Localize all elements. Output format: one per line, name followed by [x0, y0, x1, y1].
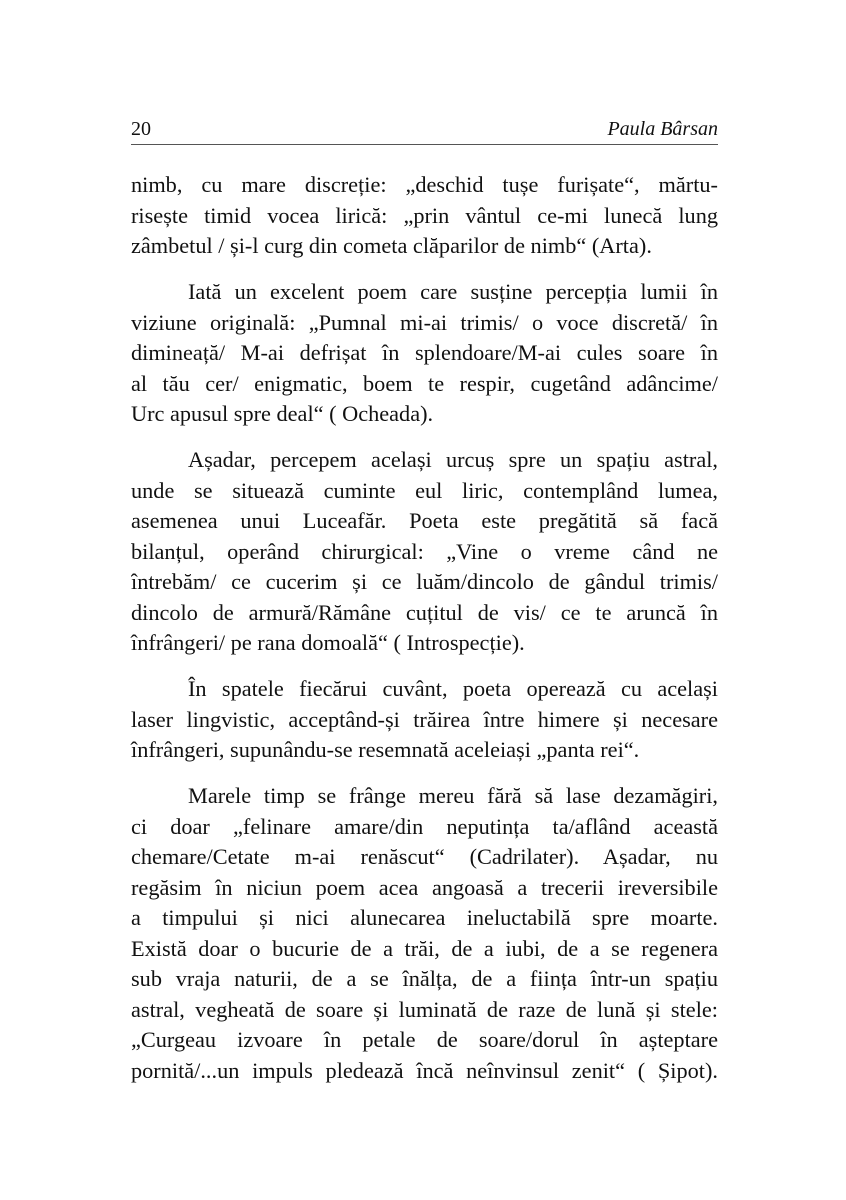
text-line: dincolo de armură/Rămâne cuțitul de vis/ ce te aruncă în [131, 599, 718, 625]
text-line: În spatele fiecărui cuvânt, poeta operează cu același [188, 676, 718, 701]
text-line: risește timid vocea lirică: „prin vântul ce-mi lunecă lung [131, 202, 718, 228]
text-line: chemare/Cetate m-ai renăscut“ (Cadrilater). Așadar, nu [131, 844, 718, 869]
page-body [131, 170, 718, 1102]
paragraph [131, 674, 718, 766]
text-line: Există doar o bucurie de a trăi, de a iubi, de a se regenera [131, 935, 718, 961]
paragraph [131, 781, 718, 1086]
text-line: laser lingvistic, acceptând-și trăirea între himere și necesare [131, 706, 718, 732]
text-line: al tău cer/ enigmatic, boem te respir, cugetând adâncime/ [131, 370, 718, 396]
paragraph [131, 277, 718, 430]
text-line: regăsim în niciun poem acea angoasă a trecerii ireversibile [131, 874, 718, 900]
text-line: unde se situează cuminte eul liric, contemplând lumea, [131, 477, 718, 503]
text-line: astral, vegheată de soare și luminată de raze de lună și stele: [131, 996, 718, 1022]
text-line: asemenea unui Luceafăr. Poeta este pregătită să facă [131, 508, 718, 533]
text-line: pornită/...un impuls pledează încă neînvinsul zenit“ ( Șipot). [131, 1057, 718, 1083]
text-line: a timpului și nici alunecarea ineluctabilă spre moarte. [131, 905, 718, 930]
text-line: înfrângeri, supunându-se resemnată aceleiași „panta rei“. [131, 737, 640, 762]
text-line: viziune originală: „Pumnal mi-ai trimis/ o voce discretă/ în [131, 309, 718, 335]
text-line: întrebăm/ ce cucerim și ce luăm/dincolo de gândul trimis/ [131, 569, 718, 594]
text-line: Iată un excelent poem care susține percepția lumii în [188, 279, 718, 304]
paragraph [131, 445, 718, 659]
text-line: înfrângeri/ pe rana domoală“ ( Introspecție). [131, 630, 525, 655]
text-line: Urc apusul spre deal“ ( Ocheada). [131, 401, 434, 426]
text-line: nimb, cu mare discreție: „deschid tușe furișate“, mărtu- [131, 172, 718, 197]
text-line: Așadar, percepem același urcuș spre un spațiu astral, [188, 447, 718, 472]
author-name: Paula Bârsan [607, 118, 718, 140]
paragraph [131, 170, 718, 262]
text-line: bilanțul, operând chirurgical: „Vine o vreme când ne [131, 538, 718, 564]
text-line: sub vraja naturii, de a se înălța, de a ființa într-un spațiu [131, 966, 718, 991]
text-line: dimineață/ M-ai defrișat în splendoare/M-ai cules soare în [131, 340, 718, 365]
text-line: zâmbetul / și-l curg din cometa clăparilor de nimb“ (Arta). [131, 233, 652, 258]
text-line: ci doar „felinare amare/din neputința ta/aflând această [131, 813, 718, 839]
running-header [131, 116, 718, 145]
text-line: „Curgeau izvoare în petale de soare/dorul în așteptare [131, 1027, 718, 1052]
page-number: 20 [131, 118, 151, 140]
text-line: Marele timp se frânge mereu fără să lase dezamăgiri, [188, 783, 718, 808]
